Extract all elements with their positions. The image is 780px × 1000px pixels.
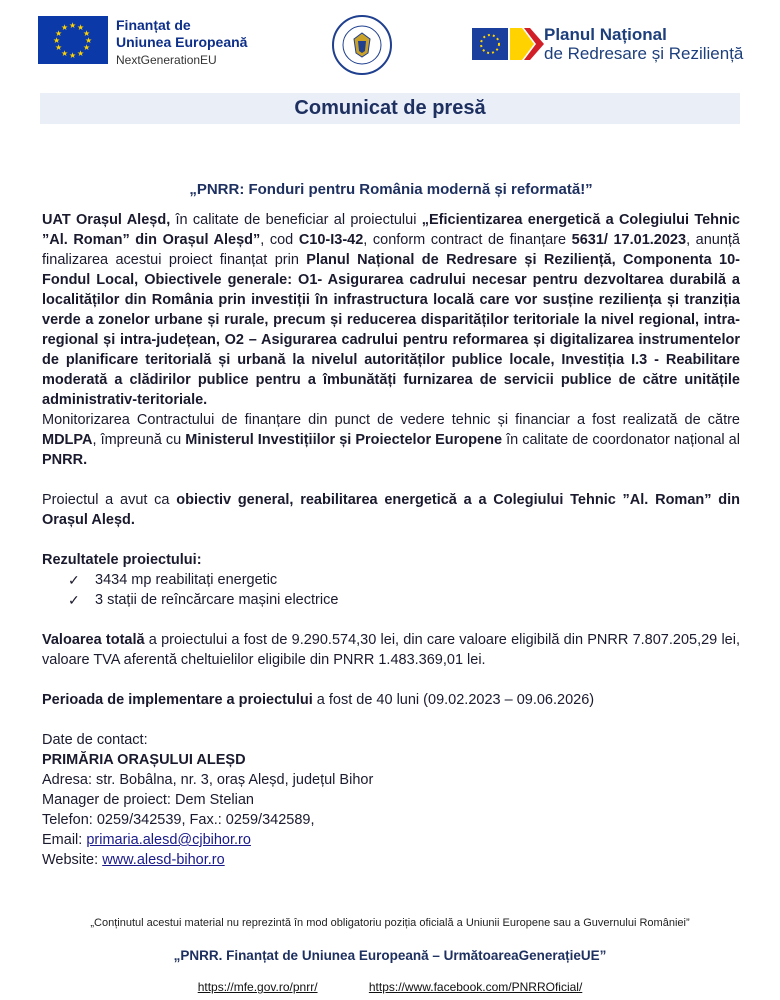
list-item: [68, 570, 740, 590]
disclaimer: „Conținutul acestui material nu reprezintă în mod obligatoriu poziția oficială a Uniunii Europene sau a Guvernului României”: [90, 917, 690, 929]
pnrr-text: [544, 25, 743, 63]
website-link[interactable]: www.alesd-bihor.ro: [102, 852, 225, 868]
government-seal-icon: [332, 15, 392, 75]
result-text: 3 stații de reîncărcare mașini electrice: [95, 592, 339, 608]
text-bold: PNRR.: [42, 452, 88, 468]
objective: obiectiv general, reabilitarea energetică a a Colegiului Tehnic ”Al. Roman” din Orașul Aleșd.: [42, 492, 740, 528]
contact-label: Date de contact:: [42, 732, 148, 748]
title-bar: [40, 93, 740, 124]
pnrr-line-2: de Redresare și Reziliență: [544, 44, 744, 63]
document-body: [42, 180, 740, 870]
pnrr-line-1: Planul Național: [544, 25, 667, 44]
email-label: Email:: [42, 832, 87, 848]
text: , împreună cu: [92, 432, 186, 448]
paragraph-period: [42, 690, 740, 710]
header: [0, 0, 780, 92]
contact-address: Adresa: str. Bobâlna, nr. 3, oraș Aleșd, județul Bihor: [42, 772, 374, 788]
results-list: [42, 570, 740, 610]
result-text: 3434 mp reabilitați energetic: [95, 572, 278, 588]
contact-website-row: [42, 850, 740, 870]
text: în calitate de coordonator național al: [502, 432, 740, 448]
check-icon: ✓: [68, 572, 80, 588]
results-heading: [42, 550, 740, 570]
paragraph-value: [42, 630, 740, 670]
contract-number: 5631/ 17.01.2023: [571, 232, 687, 248]
pnrr-logo: [472, 24, 743, 64]
pnrr-flag-icon: [472, 24, 544, 64]
paragraph-intro: [42, 210, 740, 410]
website-label: Website:: [42, 852, 103, 868]
facebook-link[interactable]: https://www.facebook.com/PNRROficial/: [368, 980, 583, 994]
project-name: „Eficientizarea energetică a Colegiului Tehnic ”Al. Roman” din Orașul Aleșd”: [42, 212, 740, 248]
program-description: Planul Național de Redresare și Reziliență, Componenta 10-Fondul Local, Obiectivele generale: O1- Asigurarea cadrului necesar pentru dezvoltarea durabilă a localităților din România prin investiții în infrastructura locală care vor susține reziliența și tranziția verde a zonelor urbane și rurale, precum și reducerea disparităților teritoriale la nivel regional, intra-regional și intra-județean, O2 – Asigurarea cadrului pentru reformarea și digitalizarea instrumentelor de planificare teritorială și urbană la nivelul autorităților publice locale, Investiția I.3 - Reabilitare moderată a clădirilor publice pentru a îmbunătăți furnizarea de servicii publice de către unitățile administrativ-teritoriale.: [42, 252, 740, 408]
contact-manager: Manager de proiect: Dem Stelian: [42, 792, 254, 808]
eu-line-1: Finanțat de: [116, 17, 191, 33]
eu-text: [116, 17, 247, 69]
slogan: „PNRR. Finanțat de Uniunea Europeană – UrmătoareaGenerațieUE”: [173, 948, 607, 963]
check-icon: ✓: [68, 592, 80, 608]
project-code: C10-I3-42: [298, 232, 364, 248]
contact-block: [42, 730, 740, 870]
paragraph-objective: [42, 490, 740, 530]
contact-phone: Telefon: 0259/342539, Fax.: 0259/342589,: [42, 812, 315, 828]
subtitle: „PNRR: Fonduri pentru România modernă și reformată!”: [189, 181, 593, 198]
text-bold: MDLPA: [42, 432, 93, 448]
text: , anunță finalizarea acestui proiect finanțat prin: [42, 232, 740, 268]
text: Monitorizarea Contractului de finanțare din punct de vedere tehnic și financiar a fost realizată de către: [42, 412, 740, 428]
list-item: [68, 590, 740, 610]
email-link[interactable]: primaria.alesd@cjbihor.ro: [86, 832, 251, 848]
footer-links: [0, 980, 780, 994]
contact-org: PRIMĂRIA ORAȘULUI ALEȘD: [42, 752, 246, 768]
text: , conform contract de finanțare: [363, 232, 572, 248]
mfe-link[interactable]: https://mfe.gov.ro/pnrr/: [197, 980, 318, 994]
eu-line-2: Uniunea Europeană: [116, 34, 248, 50]
text: a fost de 40 luni (09.02.2023 – 09.06.2026): [312, 692, 595, 708]
text-bold: Perioada de implementare a proiectului: [42, 692, 313, 708]
text: Proiectul a avut ca: [42, 492, 177, 508]
page-title: Comunicat de presă: [294, 97, 486, 119]
eu-line-3: NextGenerationEU: [116, 53, 217, 67]
eu-flag-icon: ★ ★ ★ ★ ★ ★ ★ ★ ★ ★ ★ ★: [38, 16, 108, 64]
text-bold: Ministerul Investițiilor și Proiectelor Europene: [185, 432, 503, 448]
contact-email-row: [42, 830, 740, 850]
text-bold: UAT Orașul Aleșd,: [42, 212, 171, 228]
text-bold: Valoarea totală: [42, 632, 145, 648]
text: a proiectului a fost de 9.290.574,30 lei, din care valoare eligibilă din PNRR 7.807.205,29 lei, valoare TVA aferentă cheltuielilor eligibile din PNRR 1.483.369,01 lei.: [42, 632, 740, 668]
text: , cod: [260, 232, 299, 248]
text: în calitate de beneficiar al proiectului: [170, 212, 422, 228]
results-heading-text: Rezultatele proiectului:: [42, 552, 202, 568]
eu-logo: [38, 16, 247, 69]
paragraph-monitoring: [42, 410, 740, 470]
